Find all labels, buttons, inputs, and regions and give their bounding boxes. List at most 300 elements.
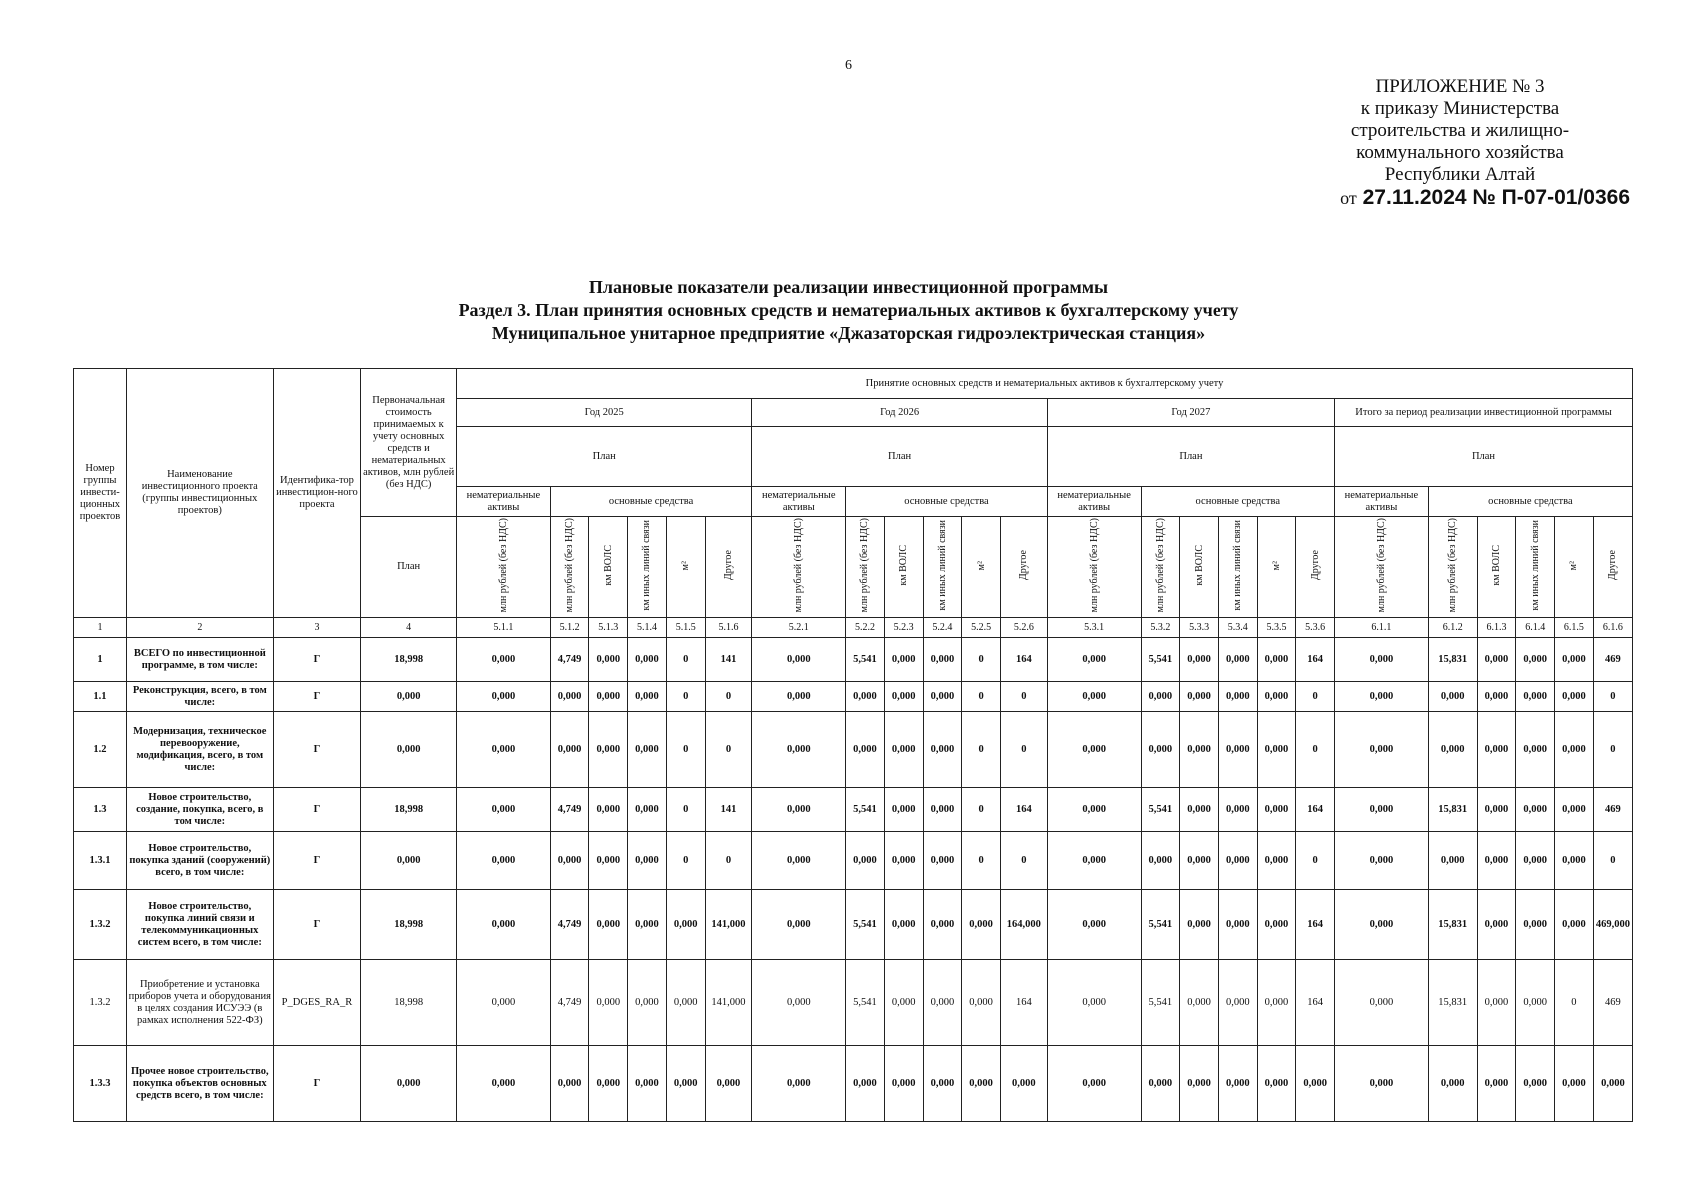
value-cell: 0,000 [1047, 712, 1141, 788]
project-name-cell: Реконструкция, всего, в том числе: [126, 682, 273, 712]
column-number-cell: 6.1.5 [1555, 618, 1594, 638]
value-cell: 0,000 [361, 712, 457, 788]
unit-vols-header: км ВОЛС [1477, 517, 1516, 618]
unit-other-header: Другое [1296, 517, 1335, 618]
value-cell: 0,000 [550, 1046, 589, 1122]
value-cell: 0,000 [1047, 682, 1141, 712]
value-cell: 0 [705, 832, 752, 890]
column-number-cell: 5.1.5 [666, 618, 705, 638]
value-cell: 164 [1000, 960, 1047, 1046]
value-cell: 0,000 [589, 960, 628, 1046]
column-number-cell: 5.3.2 [1141, 618, 1180, 638]
value-cell: 164 [1000, 788, 1047, 832]
value-cell: 0,000 [1428, 832, 1477, 890]
value-cell: 0 [1593, 832, 1632, 890]
value-cell: 0,000 [1180, 1046, 1219, 1122]
appendix-line: ПРИЛОЖЕНИЕ № 3 [1375, 76, 1545, 97]
column-number-cell: 1 [74, 618, 127, 638]
value-cell: 4,749 [550, 638, 589, 682]
value-cell: 4,749 [550, 890, 589, 960]
value-cell: 0,000 [1257, 712, 1296, 788]
value-cell: 0,000 [752, 712, 846, 788]
unit-lines-header: км иных линий связи [1516, 517, 1555, 618]
value-cell: 0,000 [1516, 788, 1555, 832]
header-total-period: Итого за период реализации инвестиционной программы [1335, 399, 1633, 427]
value-cell: 0,000 [1047, 1046, 1141, 1122]
value-cell: 0,000 [1047, 960, 1141, 1046]
table-row [74, 682, 1633, 712]
value-cell: 0 [962, 788, 1001, 832]
value-cell: 0,000 [589, 712, 628, 788]
value-cell: 0,000 [1296, 1046, 1335, 1122]
value-cell: 15,831 [1428, 890, 1477, 960]
value-cell: 0,000 [1335, 712, 1429, 788]
value-cell: 0,000 [846, 682, 885, 712]
header-initial-cost: Первоначальная стоимость принимаемых к учету основных средств и нематериальных активов, млн рублей (без НДС) [361, 369, 457, 517]
value-cell: 5,541 [846, 960, 885, 1046]
unit-other-header: Другое [1000, 517, 1047, 618]
value-cell: 0,000 [752, 638, 846, 682]
header-intangible: нематериальные активы [457, 487, 551, 517]
column-number-cell: 5.3.5 [1257, 618, 1296, 638]
appendix-line: Республики Алтай [1384, 164, 1536, 185]
value-cell: 0 [1296, 682, 1335, 712]
appendix-line: строительства и жилищно- [1350, 120, 1570, 141]
header-year-2025: Год 2025 [457, 399, 752, 427]
row-number-cell: 1.2 [74, 712, 127, 788]
value-cell: 0,000 [1180, 788, 1219, 832]
value-cell: 0,000 [589, 638, 628, 682]
value-cell: 0 [705, 712, 752, 788]
value-cell: 0,000 [1047, 890, 1141, 960]
value-cell: 0,000 [1141, 712, 1180, 788]
value-cell: 0,000 [1516, 1046, 1555, 1122]
value-cell: 0,000 [457, 960, 551, 1046]
value-cell: 164 [1296, 788, 1335, 832]
unit-lines-header: км иных линий связи [1218, 517, 1257, 618]
unit-m2-header: м² [666, 517, 705, 618]
value-cell: 0,000 [1593, 1046, 1632, 1122]
table-row [74, 1046, 1633, 1122]
unit-vols-header: км ВОЛС [1180, 517, 1219, 618]
value-cell: 0 [666, 712, 705, 788]
value-cell: 0 [962, 638, 1001, 682]
unit-other-header: Другое [705, 517, 752, 618]
column-number-cell: 5.2.5 [962, 618, 1001, 638]
header-year-2026: Год 2026 [752, 399, 1047, 427]
title-line: Муниципальное унитарное предприятие «Джазаторская гидроэлектрическая станция» [491, 323, 1206, 343]
value-cell: 0,000 [1335, 638, 1429, 682]
unit-rub-header: млн рублей (без НДС) [457, 517, 551, 618]
value-cell: 0,000 [752, 832, 846, 890]
value-cell: 0,000 [1477, 960, 1516, 1046]
unit-rub-header: млн рублей (без НДС) [752, 517, 846, 618]
value-cell: 0,000 [666, 890, 705, 960]
column-number-cell: 5.2.6 [1000, 618, 1047, 638]
identifier-cell: P_DGES_RA_R [273, 960, 361, 1046]
value-cell: 0,000 [1335, 1046, 1429, 1122]
value-cell: 5,541 [846, 638, 885, 682]
value-cell: 0,000 [884, 1046, 923, 1122]
value-cell: 141 [705, 788, 752, 832]
value-cell: 4,749 [550, 788, 589, 832]
appendix-line: к приказу Министерства [1360, 98, 1560, 119]
value-cell: 0,000 [1257, 788, 1296, 832]
header-identifier: Идентифика-тор инвестицион-ного проекта [273, 369, 361, 618]
order-reference [1290, 187, 1630, 209]
value-cell: 5,541 [1141, 890, 1180, 960]
value-cell: 4,749 [550, 960, 589, 1046]
value-cell: 0,000 [1335, 788, 1429, 832]
project-name-cell: ВСЕГО по инвестиционной программе, в том числе: [126, 638, 273, 682]
unit-lines-header: км иных линий связи [923, 517, 962, 618]
table-row [74, 638, 1633, 682]
value-cell: 0,000 [1257, 638, 1296, 682]
value-cell: 0,000 [1477, 1046, 1516, 1122]
value-cell: 0,000 [1516, 832, 1555, 890]
value-cell: 0,000 [1180, 712, 1219, 788]
value-cell: 0,000 [589, 1046, 628, 1122]
value-cell: 0,000 [1047, 788, 1141, 832]
value-cell: 0 [666, 832, 705, 890]
value-cell: 0,000 [846, 1046, 885, 1122]
value-cell: 0,000 [1257, 1046, 1296, 1122]
value-cell: 0,000 [1218, 1046, 1257, 1122]
value-cell: 0 [1555, 960, 1594, 1046]
value-cell: 0,000 [884, 682, 923, 712]
column-number-cell: 3 [273, 618, 361, 638]
table-row [74, 960, 1633, 1046]
value-cell: 0,000 [1180, 682, 1219, 712]
project-name-cell: Модернизация, техническое перевооружение, модификация, всего, в том числе: [126, 712, 273, 788]
column-number-cell: 5.2.2 [846, 618, 885, 638]
column-number-cell: 5.3.4 [1218, 618, 1257, 638]
value-cell: 0,000 [628, 712, 667, 788]
value-cell: 469,000 [1593, 890, 1632, 960]
value-cell: 0,000 [923, 832, 962, 890]
value-cell: 0 [705, 682, 752, 712]
unit-m2-header: м² [1257, 517, 1296, 618]
value-cell: 0,000 [1555, 638, 1594, 682]
value-cell: 0,000 [1428, 712, 1477, 788]
value-cell: 5,541 [1141, 788, 1180, 832]
value-cell: 0,000 [1477, 890, 1516, 960]
column-number-cell: 5.3.6 [1296, 618, 1335, 638]
value-cell: 0,000 [666, 960, 705, 1046]
header-fixed-assets: основные средства [846, 487, 1048, 517]
value-cell: 0,000 [884, 832, 923, 890]
value-cell: 0,000 [1516, 960, 1555, 1046]
appendix-line: коммунального хозяйства [1356, 142, 1564, 163]
value-cell: 0,000 [962, 960, 1001, 1046]
value-cell: 0,000 [923, 682, 962, 712]
value-cell: 0 [1000, 832, 1047, 890]
unit-rub-header: млн рублей (без НДС) [1335, 517, 1429, 618]
value-cell: 0,000 [589, 788, 628, 832]
value-cell: 18,998 [361, 960, 457, 1046]
column-number-cell: 4 [361, 618, 457, 638]
header-fixed-assets: основные средства [1428, 487, 1632, 517]
column-number-cell: 5.3.3 [1180, 618, 1219, 638]
value-cell: 164 [1296, 638, 1335, 682]
value-cell: 0,000 [923, 890, 962, 960]
value-cell: 0,000 [752, 960, 846, 1046]
value-cell: 141 [705, 638, 752, 682]
value-cell: 0,000 [752, 788, 846, 832]
value-cell: 0,000 [457, 788, 551, 832]
value-cell: 0,000 [589, 682, 628, 712]
value-cell: 0 [1000, 682, 1047, 712]
value-cell: 0,000 [589, 832, 628, 890]
value-cell: 0,000 [1555, 832, 1594, 890]
value-cell: 141,000 [705, 890, 752, 960]
table-row [74, 788, 1633, 832]
value-cell: 0,000 [361, 832, 457, 890]
value-cell: 0,000 [884, 788, 923, 832]
column-number-cell: 5.1.1 [457, 618, 551, 638]
identifier-cell: Г [273, 682, 361, 712]
value-cell: 0,000 [1180, 638, 1219, 682]
value-cell: 0,000 [1428, 682, 1477, 712]
value-cell: 0,000 [589, 890, 628, 960]
value-cell: 0,000 [628, 682, 667, 712]
value-cell: 0,000 [884, 960, 923, 1046]
investment-table [73, 368, 1633, 1122]
unit-rub-header: млн рублей (без НДС) [1428, 517, 1477, 618]
column-number-cell: 5.1.4 [628, 618, 667, 638]
header-project-name: Наименование инвестиционного проекта (группы инвестиционных проектов) [126, 369, 273, 618]
header-plan: План [457, 427, 752, 487]
row-number-cell: 1.3.2 [74, 960, 127, 1046]
value-cell: 0,000 [1555, 788, 1594, 832]
header-year-2027: Год 2027 [1047, 399, 1334, 427]
value-cell: 469 [1593, 788, 1632, 832]
value-cell: 0,000 [1516, 712, 1555, 788]
order-prefix: от [1340, 188, 1357, 208]
value-cell: 0 [1296, 832, 1335, 890]
column-number-cell: 5.2.1 [752, 618, 846, 638]
column-number-cell: 5.1.2 [550, 618, 589, 638]
value-cell: 0,000 [1335, 890, 1429, 960]
value-cell: 0,000 [923, 960, 962, 1046]
value-cell: 0,000 [628, 890, 667, 960]
value-cell: 5,541 [1141, 960, 1180, 1046]
project-name-cell: Новое строительство, покупка зданий (сооружений) всего, в том числе: [126, 832, 273, 890]
value-cell: 0,000 [1047, 832, 1141, 890]
value-cell: 0,000 [1477, 832, 1516, 890]
appendix-block [1290, 76, 1630, 209]
value-cell: 5,541 [846, 788, 885, 832]
value-cell: 5,541 [1141, 638, 1180, 682]
unit-vols-header: км ВОЛС [589, 517, 628, 618]
value-cell: 469 [1593, 638, 1632, 682]
column-number-row [74, 618, 1633, 638]
value-cell: 0,000 [628, 638, 667, 682]
value-cell: 0,000 [1047, 638, 1141, 682]
header-group-number: Номер группы инвести-ционных проектов [74, 369, 127, 618]
unit-m2-header: м² [1555, 517, 1594, 618]
value-cell: 0,000 [884, 890, 923, 960]
project-name-cell: Новое строительство, создание, покупка, всего, в том числе: [126, 788, 273, 832]
header-fixed-assets: основные средства [1141, 487, 1335, 517]
value-cell: 0 [962, 832, 1001, 890]
value-cell: 0,000 [923, 638, 962, 682]
value-cell: 0,000 [962, 1046, 1001, 1122]
column-number-cell: 5.2.4 [923, 618, 962, 638]
column-number-cell: 6.1.4 [1516, 618, 1555, 638]
value-cell: 0 [666, 682, 705, 712]
unit-vols-header: км ВОЛС [884, 517, 923, 618]
project-name-cell: Приобретение и установка приборов учета и оборудования в целях создания ИСУЭЭ (в рамках исполнения 522-ФЗ) [126, 960, 273, 1046]
value-cell: 0,000 [752, 890, 846, 960]
value-cell: 0,000 [1257, 682, 1296, 712]
header-acceptance: Принятие основных средств и нематериальных активов к бухгалтерскому учету [457, 369, 1633, 399]
value-cell: 0,000 [457, 682, 551, 712]
header-plan: План [752, 427, 1047, 487]
value-cell: 0,000 [1555, 682, 1594, 712]
value-cell: 0,000 [923, 1046, 962, 1122]
row-number-cell: 1.3 [74, 788, 127, 832]
title-line: Раздел 3. План принятия основных средств и нематериальных активов к бухгалтерскому учету [458, 300, 1239, 320]
column-number-cell: 5.1.3 [589, 618, 628, 638]
identifier-cell: Г [273, 712, 361, 788]
value-cell: 469 [1593, 960, 1632, 1046]
column-number-cell: 5.1.6 [705, 618, 752, 638]
value-cell: 0,000 [923, 712, 962, 788]
value-cell: 0,000 [457, 638, 551, 682]
unit-rub-header: млн рублей (без НДС) [1047, 517, 1141, 618]
value-cell: 0,000 [1141, 1046, 1180, 1122]
value-cell: 0,000 [1218, 960, 1257, 1046]
value-cell: 15,831 [1428, 960, 1477, 1046]
value-cell: 0,000 [1180, 832, 1219, 890]
identifier-cell: Г [273, 890, 361, 960]
value-cell: 0,000 [628, 832, 667, 890]
value-cell: 0 [1593, 682, 1632, 712]
header-intangible: нематериальные активы [752, 487, 846, 517]
value-cell: 15,831 [1428, 638, 1477, 682]
value-cell: 0,000 [550, 832, 589, 890]
value-cell: 0,000 [1141, 832, 1180, 890]
column-number-cell: 2 [126, 618, 273, 638]
row-number-cell: 1.3.3 [74, 1046, 127, 1122]
value-cell: 0,000 [1141, 682, 1180, 712]
value-cell: 0,000 [1218, 832, 1257, 890]
value-cell: 164 [1296, 890, 1335, 960]
value-cell: 0,000 [1555, 1046, 1594, 1122]
value-cell: 0,000 [457, 1046, 551, 1122]
value-cell: 0,000 [628, 788, 667, 832]
data-rows-body [74, 638, 1633, 1122]
value-cell: 0 [666, 788, 705, 832]
value-cell: 0,000 [1516, 682, 1555, 712]
header-intangible: нематериальные активы [1047, 487, 1141, 517]
value-cell: 0,000 [1180, 890, 1219, 960]
value-cell: 0,000 [1335, 832, 1429, 890]
value-cell: 0,000 [457, 832, 551, 890]
table-row [74, 890, 1633, 960]
value-cell: 0 [1593, 712, 1632, 788]
column-numbers-body [74, 618, 1633, 638]
value-cell: 18,998 [361, 890, 457, 960]
value-cell: 0 [666, 638, 705, 682]
row-number-cell: 1.3.2 [74, 890, 127, 960]
header-plan: План [1335, 427, 1633, 487]
identifier-cell: Г [273, 832, 361, 890]
unit-rub-header: млн рублей (без НДС) [1141, 517, 1180, 618]
value-cell: 0,000 [1000, 1046, 1047, 1122]
value-cell: 0,000 [1180, 960, 1219, 1046]
value-cell: 0 [962, 712, 1001, 788]
unit-rub-header: млн рублей (без НДС) [846, 517, 885, 618]
unit-rub-header: млн рублей (без НДС) [550, 517, 589, 618]
value-cell: 0 [1000, 712, 1047, 788]
value-cell: 0,000 [1218, 788, 1257, 832]
value-cell: 0,000 [666, 1046, 705, 1122]
header-plan: План [361, 517, 457, 618]
table-row [74, 712, 1633, 788]
value-cell: 0,000 [1257, 890, 1296, 960]
column-number-cell: 5.3.1 [1047, 618, 1141, 638]
column-number-cell: 6.1.6 [1593, 618, 1632, 638]
document-titles [0, 276, 1697, 345]
row-number-cell: 1 [74, 638, 127, 682]
column-number-cell: 6.1.3 [1477, 618, 1516, 638]
value-cell: 0,000 [457, 712, 551, 788]
value-cell: 0,000 [628, 1046, 667, 1122]
value-cell: 0,000 [1257, 960, 1296, 1046]
value-cell: 0,000 [550, 712, 589, 788]
unit-other-header: Другое [1593, 517, 1632, 618]
row-number-cell: 1.1 [74, 682, 127, 712]
value-cell: 164 [1000, 638, 1047, 682]
value-cell: 164 [1296, 960, 1335, 1046]
value-cell: 0,000 [752, 682, 846, 712]
unit-m2-header: м² [962, 517, 1001, 618]
value-cell: 0,000 [1218, 712, 1257, 788]
value-cell: 0,000 [1516, 638, 1555, 682]
value-cell: 0,000 [457, 890, 551, 960]
column-number-cell: 6.1.1 [1335, 618, 1429, 638]
value-cell: 0,000 [1335, 960, 1429, 1046]
value-cell: 0,000 [962, 890, 1001, 960]
value-cell: 0,000 [1477, 682, 1516, 712]
value-cell: 0,000 [1428, 1046, 1477, 1122]
project-name-cell: Прочее новое строительство, покупка объектов основных средств всего, в том числе: [126, 1046, 273, 1122]
value-cell: 0,000 [846, 832, 885, 890]
project-name-cell: Новое строительство, покупка линий связи и телекоммуникационных систем всего, в том числе: [126, 890, 273, 960]
value-cell: 18,998 [361, 638, 457, 682]
value-cell: 0,000 [846, 712, 885, 788]
value-cell: 0,000 [1477, 638, 1516, 682]
value-cell: 141,000 [705, 960, 752, 1046]
value-cell: 0,000 [1477, 712, 1516, 788]
value-cell: 0,000 [884, 712, 923, 788]
value-cell: 0,000 [1257, 832, 1296, 890]
value-cell: 0 [1296, 712, 1335, 788]
title-line: Плановые показатели реализации инвестиционной программы [588, 277, 1109, 297]
value-cell: 164,000 [1000, 890, 1047, 960]
value-cell: 0,000 [361, 1046, 457, 1122]
row-number-cell: 1.3.1 [74, 832, 127, 890]
value-cell: 0,000 [1218, 890, 1257, 960]
order-number: 27.11.2024 № П-07-01/0366 [1362, 186, 1630, 209]
value-cell: 5,541 [846, 890, 885, 960]
identifier-cell: Г [273, 638, 361, 682]
table-row [74, 832, 1633, 890]
header-intangible: нематериальные активы [1335, 487, 1429, 517]
value-cell: 0,000 [628, 960, 667, 1046]
